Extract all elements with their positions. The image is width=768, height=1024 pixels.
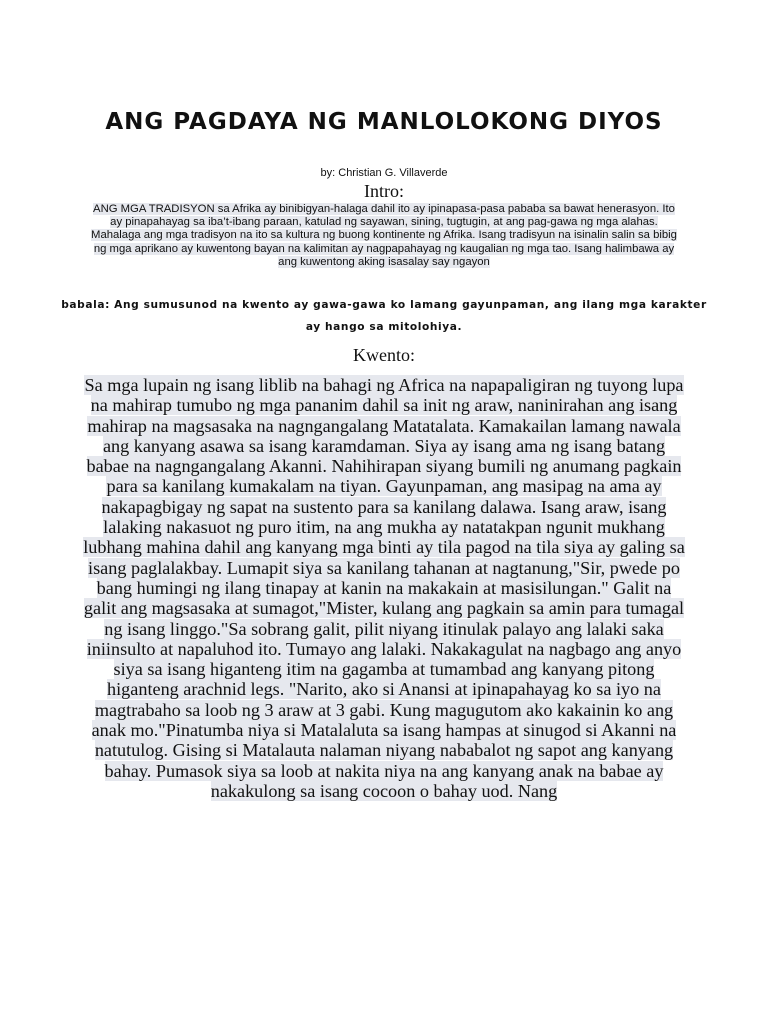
warning-note: babala: Ang sumusunod na kwento ay gawa-gawa ko lamang gayunpaman, ang ilang mga karakter ay hango sa mitolohiya.: [61, 299, 707, 333]
kwento-heading: Kwento:: [353, 345, 415, 365]
document-title: ANG PAGDAYA NG MANLOLOKONG DIYOS: [105, 109, 663, 135]
story-paragraph-text: Sa mga lupain ng isang liblib na bahagi ng Africa na napapaligiran ng tuyong lupa na mahirap tumubo ng mga pananim dahil sa init ng araw, naninirahan ang isang mahirap na magsasaka na nagngangalang Matatalata. Kamakailan lamang nawala ang kanyang asawa sa isang karamdaman. Siya ay isang ama ng isang batang babae na nagngangalang Akanni. Nahihirapan siyang bumili ng anumang pagkain para sa kanilang kumakalam na tiyan. Gayunpaman, ang masipag na ama ay nakapagbigay ng sapat na sustento para sa kanilang dalawa. Isang araw, isang lalaking nakasuot ng puro itim, na ang mukha ay natatakpan ngunit mukhang lubhang mahina dahil ang kanyang mga binti ay tila pagod na tila siya ay galing sa isang paglalakbay. Lumapit siya sa kanilang tahanan at nagtanung,"Sir, pwede po bang humingi ng ilang tinapay at kanin na makakain at masisilungan." Galit na galit ang magsasaka at sumagot,"Mister, kulang ang pagkain sa amin para tumagal ng isang linggo."Sa sobrang galit, pilit niyang itinulak palayo ang lalaki saka iniinsulto at napaluhod ito. Tumayo ang lalaki. Nakakagulat na nagbago ang anyo siya sa isang higanteng itim na gagamba at tumambad ang kanyang pitong higanteng arachnid legs. "Narito, ako si Anansi at ipinapahayag ko sa iyo na magtrabaho sa loob ng 3 araw at 3 gabi. Kung magugutom ako kakainin ko ang anak mo."Pinatumba niya si Matalaluta sa isang hampas at sinugod si Akanni na natutulog. Gising si Matalauta nalaman niyang nababalot ng sapot ang kanyang bahay. Pumasok siya sa loob at nakita niya na ang kanyang anak na babae ay nakakulong sa isang cocoon o bahay uod. Nang: [83, 375, 685, 801]
intro-heading: Intro:: [364, 181, 404, 201]
story-paragraph: [80, 375, 688, 801]
intro-paragraph: [88, 203, 680, 269]
intro-paragraph-text: ANG MGA TRADISYON sa Afrika ay binibigyan-halaga dahil ito ay ipinapasa-pasa pababa sa bawat henerasyon. Ito ay pinapahayag sa iba’t-ibang paraan, katulad ng sayawan, sining, tugtugin, at ang pag-gawa ng mga alahas. Mahalaga ang mga tradisyon na ito sa kultura ng buong kontinente ng Afrika. Isang tradisyun na isinalin salin sa bibig ng mga aprikano ay kuwentong bayan na kalimitan ay nagpapahayag ng kaugalian ng mga tao. Isang halimbawa ay ang kuwentong aking isasalay say ngayon: [91, 203, 677, 268]
author-byline: by: Christian G. Villaverde: [320, 167, 448, 179]
